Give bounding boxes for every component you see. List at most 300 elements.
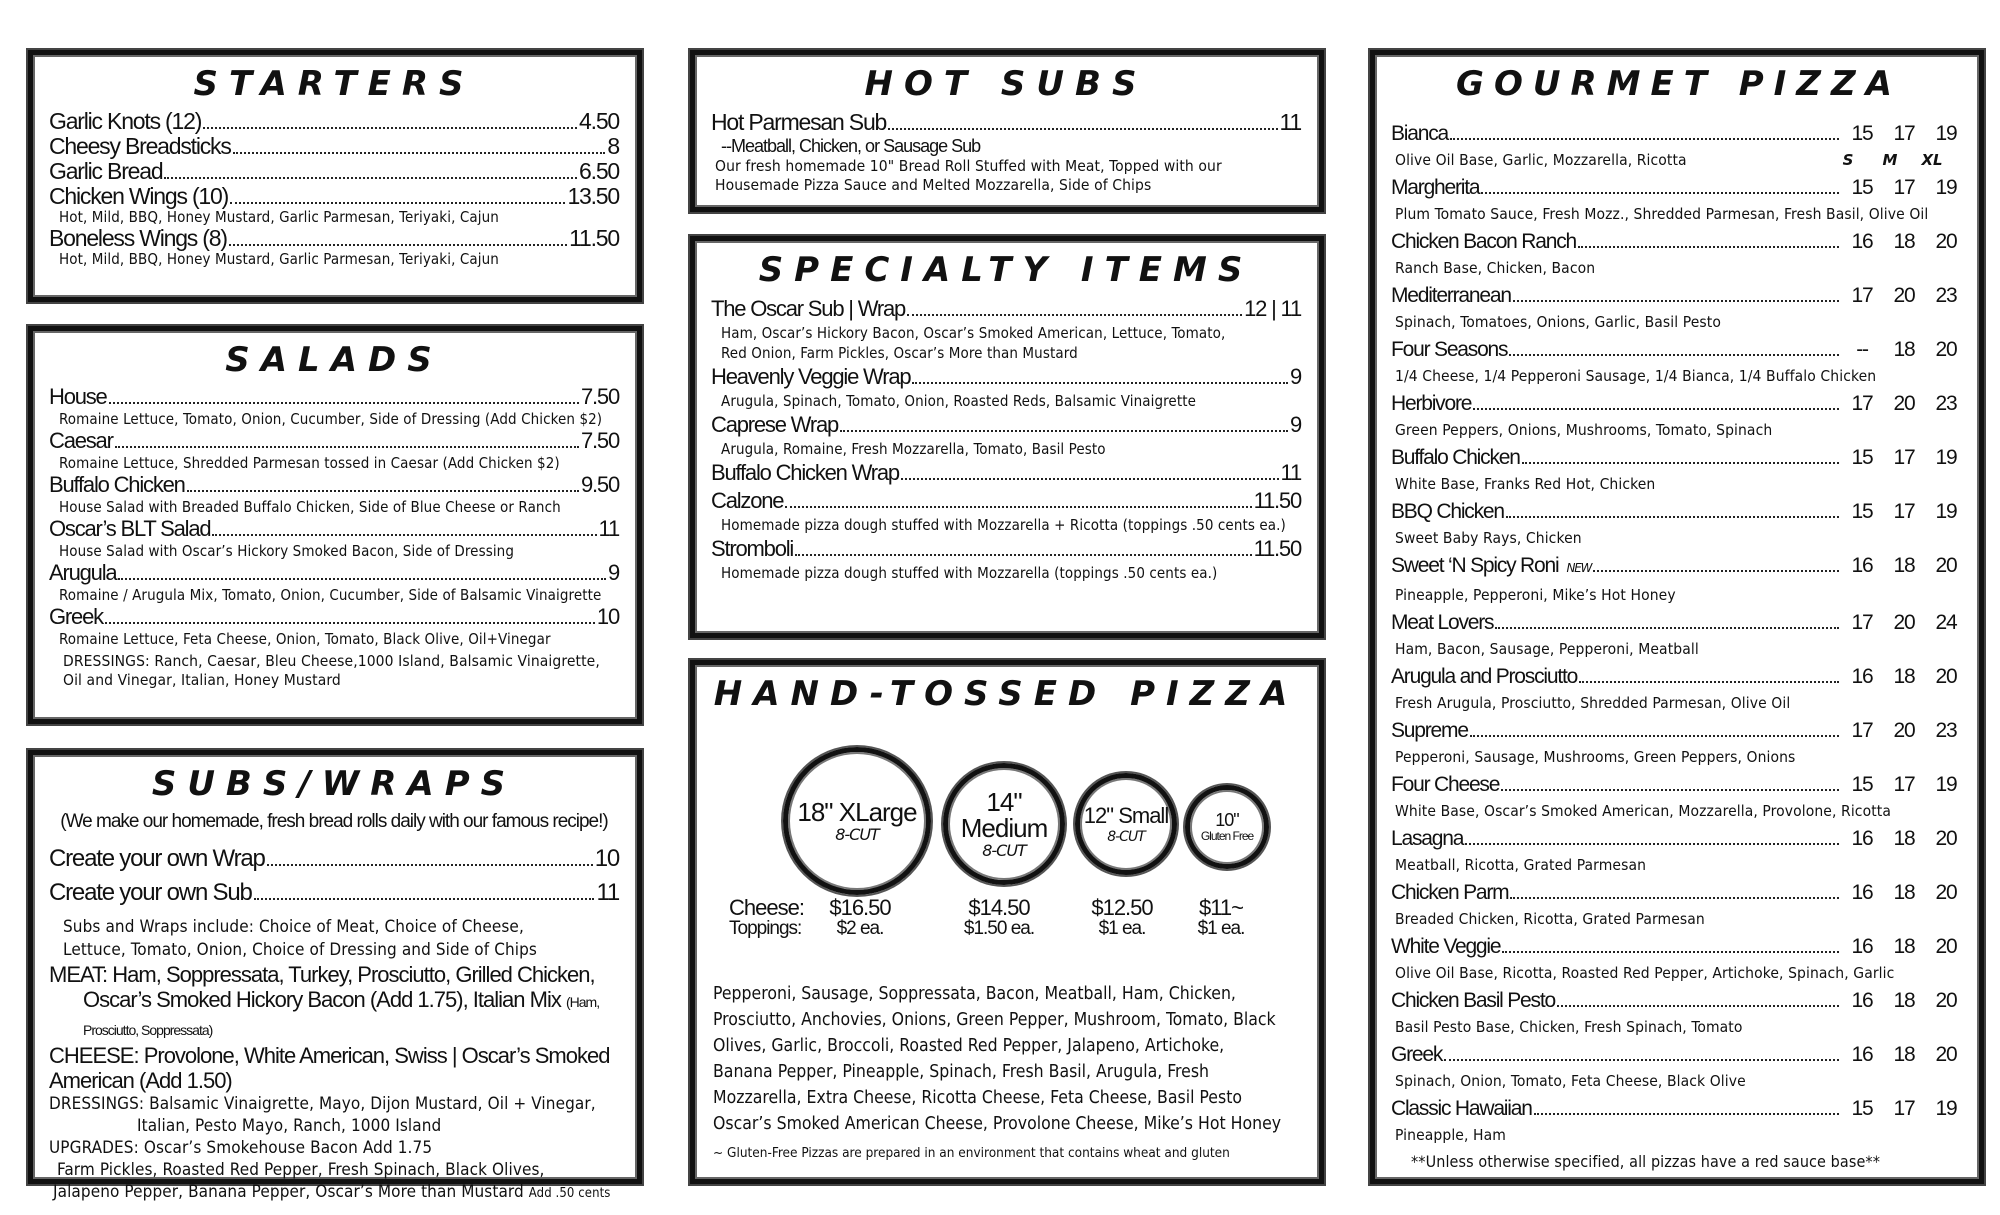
price-labels — [729, 897, 804, 939]
pizza-cut-label: 8-CUT — [1107, 829, 1145, 845]
toppings-price: $1 ea. — [1098, 918, 1146, 939]
price-gluten-free — [1189, 897, 1253, 939]
menu-item-name: Create your own Wrap — [49, 845, 265, 872]
price-s: 16 — [1851, 989, 1873, 1012]
menu-item-row — [49, 605, 619, 629]
gourmet-item-name: Classic Hawaiian — [1391, 1097, 1532, 1120]
menu-item-row — [49, 517, 619, 541]
menu-item-description: Romaine Lettuce, Feta Cheese, Onion, Tomato, Black Olive, Oil+Vinegar — [59, 630, 551, 648]
menu-item-description: Arugula, Romaine, Fresh Mozzarella, Tomato, Basil Pesto — [721, 440, 1106, 458]
dot-leader — [203, 127, 577, 129]
price-m: 18 — [1893, 935, 1915, 958]
salads-list — [49, 385, 619, 649]
menu-item-name: Garlic Bread — [49, 158, 163, 184]
gourmet-item-prices — [1841, 608, 1967, 637]
topping-line: Olives, Garlic, Broccoli, Roasted Red Pepper, Jalapeno, Artichoke, — [713, 1036, 1225, 1056]
price-m: 20 — [1893, 611, 1915, 634]
menu-item-description: Romaine / Arugula Mix, Tomato, Onion, Cucumber, Side of Balsamic Vinaigrette — [59, 586, 602, 604]
gourmet-item-row — [1391, 551, 1967, 583]
dot-leader — [1501, 789, 1839, 791]
pizza-size-xlarge — [783, 747, 931, 895]
menu-item-name: Cheesy Breadsticks — [49, 133, 231, 159]
menu-item-price: 8 — [607, 133, 619, 159]
dot-leader — [901, 478, 1279, 480]
menu-item-name: Buffalo Chicken Wrap — [711, 460, 899, 485]
menu-item-name: Garlic Knots (12) — [49, 108, 202, 134]
price-xl: 23 — [1935, 392, 1957, 415]
gourmet-item-name: Mediterranean — [1391, 284, 1511, 307]
gourmet-item-prices — [1841, 1040, 1967, 1069]
menu-item-row — [49, 159, 619, 184]
menu-item-row — [711, 535, 1301, 563]
gourmet-item-row — [1391, 608, 1967, 637]
gourmet-item-prices — [1841, 227, 1967, 256]
menu-item-price: 13.50 — [567, 183, 619, 209]
menu-item-price: 11.50 — [1253, 536, 1301, 561]
menu-item-row — [711, 487, 1301, 515]
pizza-size-label: 14" Medium — [960, 786, 1048, 843]
menu-item-description: House Salad with Oscar’s Hickory Smoked Bacon, Side of Dressing — [59, 542, 515, 560]
menu-item-description: Ham, Oscar’s Hickory Bacon, Oscar’s Smoked American, Lettuce, Tomato, — [721, 324, 1226, 342]
price-m: 17 — [1893, 773, 1915, 796]
gourmet-item-prices — [1841, 173, 1967, 202]
dot-leader — [1593, 570, 1839, 572]
price-m: 20 — [1893, 284, 1915, 307]
gourmet-item-description: Basil Pesto Base, Chicken, Fresh Spinach, Tomato — [1395, 1018, 1743, 1036]
gourmet-footnote: **Unless otherwise specified, all pizzas have a red sauce base** — [1411, 1152, 1880, 1171]
menu-item-price: 6.50 — [579, 158, 619, 184]
toppings-list — [713, 981, 1307, 1137]
dot-leader — [230, 202, 565, 204]
dot-leader — [1578, 246, 1839, 248]
price-xl: 23 — [1935, 719, 1957, 742]
price-xlarge — [825, 897, 895, 939]
cheese-price: $11~ — [1199, 895, 1243, 920]
gourmet-item-name: Arugula and Prosciutto — [1391, 665, 1578, 688]
menu-item-description: Homemade pizza dough stuffed with Mozzarella (toppings .50 cents ea.) — [721, 564, 1218, 582]
dot-leader — [1579, 681, 1839, 683]
price-m: 18 — [1893, 230, 1915, 253]
subs-include-line1: Subs and Wraps include: Choice of Meat, Choice of Cheese, — [63, 917, 524, 937]
price-xl: 20 — [1935, 1043, 1957, 1066]
menu-item-description: Arugula, Spinach, Tomato, Onion, Roasted Reds, Balsamic Vinaigrette — [721, 392, 1197, 410]
hot-subs-item-price: 11 — [1279, 109, 1301, 135]
gourmet-item-row — [1391, 119, 1967, 148]
pizza-cut-label: 8-CUT — [835, 824, 879, 844]
menu-item-description: House Salad with Breaded Buffalo Chicken, Side of Blue Cheese or Ranch — [59, 498, 561, 516]
dot-leader — [840, 430, 1288, 432]
gourmet-item-name: Meat Lovers — [1391, 611, 1494, 634]
price-m: 17 — [1893, 122, 1915, 145]
specialty-title: SPECIALTY ITEMS — [758, 250, 1254, 290]
menu-item-price: 11 — [1280, 460, 1301, 485]
menu-item-name: Buffalo Chicken — [49, 472, 185, 497]
gourmet-item-name: Herbivore — [1391, 392, 1472, 415]
hand-tossed-title: HAND-TOSSED PIZZA — [713, 674, 1299, 714]
price-s: 15 — [1851, 122, 1873, 145]
starters-title: STARTERS — [193, 64, 475, 104]
gourmet-item-name: Four Cheese — [1391, 773, 1500, 796]
gourmet-item-prices — [1841, 281, 1967, 310]
menu-item-row — [711, 459, 1301, 487]
pizza-size-label: 12" Small — [1083, 803, 1169, 828]
gourmet-item-row — [1391, 443, 1967, 472]
gourmet-item-name: Chicken Basil Pesto — [1391, 989, 1555, 1012]
gourmet-item-name: Chicken Parm — [1391, 881, 1509, 904]
topping-line: Pepperoni, Sausage, Soppressata, Bacon, Meatball, Ham, Chicken, — [713, 984, 1236, 1004]
topping-line: Oscar’s Smoked American Cheese, Provolone Cheese, Mike’s Hot Honey — [713, 1114, 1282, 1134]
dot-leader — [118, 578, 606, 580]
subs-upgrades-price-note: Add .50 cents — [528, 1186, 611, 1201]
price-xl: 20 — [1935, 989, 1957, 1012]
pizza-size-label: 18" XLarge — [797, 796, 917, 827]
gourmet-item-name: Buffalo Chicken — [1391, 446, 1520, 469]
gourmet-item-row — [1391, 932, 1967, 961]
price-m: 20 — [1893, 719, 1915, 742]
salads-dressings-line2: Oil and Vinegar, Italian, Honey Mustard — [63, 671, 341, 689]
gourmet-item-prices — [1841, 1094, 1967, 1123]
price-xl: 20 — [1935, 230, 1957, 253]
menu-item-description: Homemade pizza dough stuffed with Mozzarella + Ricotta (toppings .50 cents ea.) — [721, 516, 1286, 534]
price-s: 15 — [1851, 446, 1873, 469]
hot-subs-item-name: Hot Parmesan Sub — [711, 109, 887, 135]
gourmet-item-prices — [1841, 497, 1967, 526]
price-m: 18 — [1893, 665, 1915, 688]
menu-item-price: 11.50 — [569, 225, 619, 251]
price-s: -- — [1856, 338, 1868, 361]
gourmet-item-description: Fresh Arugula, Prosciutto, Shredded Parmesan, Olive Oil — [1395, 694, 1791, 712]
price-s: 15 — [1851, 500, 1873, 523]
subs-meat-line1: MEAT: Ham, Soppressata, Turkey, Prosciutto, Grilled Chicken, — [49, 962, 595, 987]
menu-item-row — [711, 295, 1301, 323]
size-header-xl: XL — [1921, 151, 1943, 169]
menu-item-price: 7.50 — [580, 384, 619, 409]
price-xl: 20 — [1935, 665, 1957, 688]
gourmet-item-name: Chicken Bacon Ranch — [1391, 230, 1576, 253]
menu-item-price: 11 — [596, 879, 619, 906]
salads-dressings-line1: DRESSINGS: Ranch, Caesar, Bleu Cheese,1000 Island, Balsamic Vinaigrette, — [63, 652, 600, 670]
gourmet-item-row — [1391, 986, 1967, 1015]
menu-item-description: Romaine Lettuce, Shredded Parmesan tossed in Caesar (Add Chicken $2) — [59, 454, 560, 472]
gourmet-item-name: Lasagna — [1391, 827, 1464, 850]
gourmet-item-row — [1391, 173, 1967, 202]
specialty-panel — [690, 236, 1324, 638]
gourmet-item-name: Supreme — [1391, 719, 1468, 742]
menu-item-description: Hot, Mild, BBQ, Honey Mustard, Garlic Parmesan, Teriyaki, Cajun — [59, 250, 499, 268]
price-m: 17 — [1893, 446, 1915, 469]
subs-list — [49, 842, 619, 910]
price-xl: 20 — [1935, 935, 1957, 958]
dot-leader — [212, 534, 596, 536]
menu-item-name: Caprese Wrap — [711, 412, 839, 437]
dot-leader — [1506, 516, 1839, 518]
size-header-s: S — [1842, 151, 1854, 169]
menu-item-name: Calzone — [711, 488, 784, 513]
menu-item-price: 10 — [594, 845, 619, 872]
price-s: 16 — [1851, 1043, 1873, 1066]
price-s: 16 — [1851, 881, 1873, 904]
dot-leader — [1444, 1059, 1839, 1061]
subs-dressings-line2: Italian, Pesto Mayo, Ranch, 1000 Island — [137, 1116, 442, 1136]
dot-leader — [164, 177, 577, 179]
menu-item-row — [49, 385, 619, 409]
hot-subs-panel — [690, 50, 1324, 212]
gourmet-item-row — [1391, 824, 1967, 853]
price-m: 18 — [1893, 827, 1915, 850]
gourmet-item-description: Breaded Chicken, Ricotta, Grated Parmesan — [1395, 910, 1705, 928]
gourmet-item-description: Pineapple, Ham — [1395, 1126, 1506, 1144]
gourmet-item-description: Spinach, Onion, Tomato, Feta Cheese, Black Olive — [1395, 1072, 1746, 1090]
hot-subs-variant: --Meatball, Chicken, or Sausage Sub — [721, 136, 981, 156]
price-s: 16 — [1851, 230, 1873, 253]
gourmet-item-name: Bianca — [1391, 122, 1449, 145]
dot-leader — [1502, 951, 1839, 953]
gourmet-item-description: Pineapple, Pepperoni, Mike’s Hot Honey — [1395, 586, 1676, 604]
menu-item-description: Red Onion, Farm Pickles, Oscar’s More than Mustard — [721, 344, 1078, 362]
menu-item-name: Chicken Wings (10) — [49, 183, 229, 209]
dot-leader — [233, 152, 606, 154]
price-xl: 23 — [1935, 284, 1957, 307]
gourmet-item-prices — [1841, 986, 1967, 1015]
price-medium — [959, 897, 1039, 939]
dot-leader — [1513, 300, 1839, 302]
cheese-price: $14.50 — [968, 895, 1030, 920]
price-xl: 19 — [1935, 176, 1957, 199]
toppings-label: Toppings: — [729, 918, 802, 939]
salads-panel — [28, 326, 642, 724]
menu-item-row — [49, 226, 619, 251]
menu-item-price: 9.50 — [580, 472, 619, 497]
gourmet-list — [1391, 119, 1967, 1148]
gourmet-item-name: White Veggie — [1391, 935, 1501, 958]
gourmet-item-description: 1/4 Cheese, 1/4 Pepperoni Sausage, 1/4 Bianca, 1/4 Buffalo Chicken — [1395, 367, 1877, 385]
price-xl: 19 — [1935, 500, 1957, 523]
gourmet-item-row — [1391, 662, 1967, 691]
toppings-price: $1 ea. — [1197, 918, 1245, 939]
dot-leader — [109, 402, 579, 404]
price-xl: 24 — [1935, 611, 1957, 634]
price-s: 16 — [1851, 665, 1873, 688]
dot-leader — [267, 864, 593, 866]
gourmet-item-prices — [1841, 443, 1967, 472]
gourmet-item-row — [1391, 227, 1967, 256]
price-xl: 20 — [1935, 554, 1957, 577]
gourmet-item-description: Sweet Baby Rays, Chicken — [1395, 529, 1582, 547]
menu-item-price: 7.50 — [580, 428, 619, 453]
dot-leader — [1509, 354, 1839, 356]
gourmet-item-prices — [1841, 335, 1967, 364]
price-s: 17 — [1851, 392, 1873, 415]
gourmet-item-description: Plum Tomato Sauce, Fresh Mozz., Shredded Parmesan, Fresh Basil, Olive Oil — [1395, 205, 1929, 223]
dot-leader — [1557, 1005, 1839, 1007]
gourmet-item-name: Greek — [1391, 1043, 1443, 1066]
price-xl: 19 — [1935, 773, 1957, 796]
hot-subs-desc-line2: Housemade Pizza Sauce and Melted Mozzarella, Side of Chips — [715, 176, 1152, 194]
subs-upgrades-line2: Farm Pickles, Roasted Red Pepper, Fresh Spinach, Black Olives, — [57, 1160, 545, 1180]
gourmet-item-row — [1391, 281, 1967, 310]
menu-item-name: Stromboli — [711, 536, 794, 561]
dot-leader — [907, 314, 1242, 316]
gourmet-item-row — [1391, 1094, 1967, 1123]
price-s: 15 — [1851, 773, 1873, 796]
price-s: 16 — [1851, 935, 1873, 958]
menu-item-price: 12 | 11 — [1244, 296, 1301, 321]
menu-item-name: Greek — [49, 604, 103, 629]
dot-leader — [912, 382, 1288, 384]
menu-item-row — [49, 876, 619, 910]
size-header-m: M — [1882, 151, 1898, 169]
starters-list — [49, 109, 619, 268]
price-xl: 20 — [1935, 827, 1957, 850]
dot-leader — [1522, 462, 1839, 464]
menu-item-description: Romaine Lettuce, Tomato, Onion, Cucumber, Side of Dressing (Add Chicken $2) — [59, 410, 603, 428]
subs-cheese-line: CHEESE: Provolone, White American, Swiss | Oscar’s Smoked American (Add 1.50) — [49, 1043, 610, 1093]
topping-line: Banana Pepper, Pineapple, Spinach, Fresh Basil, Arugula, Fresh — [713, 1062, 1209, 1082]
gourmet-item-name: Sweet ‘N Spicy Roni — [1391, 554, 1559, 577]
gourmet-item-name: Four Seasons — [1391, 338, 1508, 361]
gourmet-item-description: Meatball, Ricotta, Grated Parmesan — [1395, 856, 1647, 874]
gourmet-item-name: BBQ Chicken — [1391, 500, 1504, 523]
dot-leader — [1481, 192, 1839, 194]
gluten-free-note: ~ Gluten-Free Pizzas are prepared in an environment that contains wheat and gluten — [713, 1145, 1230, 1161]
subs-meat-line2-text: Oscar’s Smoked Hickory Bacon (Add 1.75), Italian Mix — [83, 987, 561, 1012]
menu-item-price: 9 — [1289, 412, 1301, 437]
gourmet-item-prices — [1841, 716, 1967, 745]
cheese-label: Cheese: — [729, 895, 804, 920]
menu-item-row — [711, 411, 1301, 439]
price-m: 18 — [1893, 989, 1915, 1012]
gourmet-item-description: White Base, Oscar’s Smoked American, Mozzarella, Provolone, Ricotta — [1395, 802, 1891, 820]
price-m: 20 — [1893, 392, 1915, 415]
price-m: 18 — [1893, 1043, 1915, 1066]
dot-leader — [1450, 138, 1839, 140]
gourmet-item-description: White Base, Franks Red Hot, Chicken — [1395, 475, 1656, 493]
price-xl: 20 — [1935, 338, 1957, 361]
gourmet-item-row — [1391, 878, 1967, 907]
cheese-price: $12.50 — [1091, 895, 1153, 920]
topping-line: Mozzarella, Extra Cheese, Ricotta Cheese, Feta Cheese, Basil Pesto — [713, 1088, 1242, 1108]
menu-item-row — [49, 561, 619, 585]
salads-title: SALADS — [225, 340, 443, 380]
dot-leader — [785, 506, 1251, 508]
dot-leader — [795, 554, 1251, 556]
gourmet-item-description: Olive Oil Base, Garlic, Mozzarella, Ricotta — [1395, 151, 1687, 169]
menu-item-row — [49, 184, 619, 209]
gourmet-item-name: Margherita — [1391, 176, 1480, 199]
subs-include-line2: Lettuce, Tomato, Onion, Choice of Dressing and Side of Chips — [63, 940, 538, 960]
subs-upgrades-line1: UPGRADES: Oscar’s Smokehouse Bacon Add 1.75 — [49, 1138, 433, 1158]
pizza-size-medium — [943, 763, 1065, 885]
menu-item-name: Arugula — [49, 560, 117, 585]
gourmet-item-prices — [1841, 389, 1967, 418]
price-s: 16 — [1851, 554, 1873, 577]
price-s: 17 — [1851, 611, 1873, 634]
subs-wraps-panel — [28, 750, 642, 1202]
hot-subs-desc-line1: Our fresh homemade 10" Bread Roll Stuffed with Meat, Topped with our — [715, 157, 1222, 175]
subs-dressings-line1: DRESSINGS: Balsamic Vinaigrette, Mayo, Dijon Mustard, Oil + Vinegar, — [49, 1094, 596, 1114]
pizza-size-gluten-free — [1185, 785, 1269, 869]
gourmet-item-prices — [1841, 878, 1967, 907]
menu-item-price: 9 — [607, 560, 619, 585]
pizza-size-label: 10" — [1215, 810, 1239, 830]
price-s: 15 — [1851, 176, 1873, 199]
dot-leader — [888, 128, 1277, 130]
starters-panel — [28, 50, 642, 302]
menu-item-row — [49, 109, 619, 134]
menu-item-name: Oscar’s BLT Salad — [49, 516, 211, 541]
price-m: 17 — [1893, 176, 1915, 199]
subs-meat-italian-mix-note: (Ham, Prosciutto, Soppressata) — [83, 994, 600, 1038]
dot-leader — [187, 490, 579, 492]
gourmet-item-prices — [1841, 932, 1967, 961]
gourmet-item-prices — [1841, 662, 1967, 691]
price-m: 17 — [1893, 1097, 1915, 1120]
gourmet-item-description: Green Peppers, Onions, Mushrooms, Tomato, Spinach — [1395, 421, 1773, 439]
pizza-size-small — [1075, 773, 1177, 875]
gourmet-item-row — [1391, 335, 1967, 364]
menu-item-price: 10 — [596, 604, 619, 629]
price-m: 18 — [1893, 554, 1915, 577]
subs-upgrades-line3-text: Jalapeno Pepper, Banana Pepper, Oscar’s More than Mustard — [53, 1182, 524, 1202]
dot-leader — [1473, 408, 1839, 410]
toppings-price: $2 ea. — [836, 918, 884, 939]
specialty-list — [711, 295, 1301, 583]
menu-item-price: 11.50 — [1253, 488, 1301, 513]
dot-leader — [1465, 843, 1839, 845]
topping-line: Prosciutto, Anchovies, Onions, Green Pepper, Mushroom, Tomato, Black — [713, 1010, 1276, 1030]
hand-tossed-panel — [690, 660, 1324, 1184]
menu-item-row — [711, 363, 1301, 391]
dot-leader — [229, 244, 567, 246]
price-s: 15 — [1851, 1097, 1873, 1120]
menu-item-row — [49, 842, 619, 876]
gourmet-item-row — [1391, 497, 1967, 526]
gourmet-panel — [1370, 50, 1984, 1184]
price-s: 16 — [1851, 827, 1873, 850]
menu-item-price: 4.50 — [579, 108, 619, 134]
dot-leader — [1470, 735, 1839, 737]
gourmet-item-prices — [1841, 770, 1967, 799]
price-xl: 19 — [1935, 446, 1957, 469]
gourmet-size-headers — [1827, 151, 1953, 169]
gourmet-item-row — [1391, 389, 1967, 418]
gourmet-item-description: Spinach, Tomatoes, Onions, Garlic, Basil Pesto — [1395, 313, 1721, 331]
menu-item-name: The Oscar Sub | Wrap — [711, 296, 906, 321]
gourmet-item-description: Olive Oil Base, Ricotta, Roasted Red Pepper, Artichoke, Spinach, Garlic — [1395, 964, 1895, 982]
gourmet-item-prices — [1841, 119, 1967, 148]
dot-leader — [115, 446, 579, 448]
menu-item-row — [49, 429, 619, 453]
new-badge: NEW — [1566, 561, 1592, 575]
price-xl: 19 — [1935, 122, 1957, 145]
toppings-price: $1.50 ea. — [963, 918, 1035, 939]
price-s: 17 — [1851, 719, 1873, 742]
menu-item-row — [49, 134, 619, 159]
price-m: 18 — [1893, 881, 1915, 904]
gourmet-item-row — [1391, 1040, 1967, 1069]
subs-upgrades-line3 — [49, 1181, 619, 1205]
hot-subs-item — [711, 109, 1301, 135]
price-xl: 20 — [1935, 881, 1957, 904]
gourmet-item-prices — [1841, 824, 1967, 853]
gourmet-item-description: Ranch Base, Chicken, Bacon — [1395, 259, 1596, 277]
price-m: 18 — [1893, 338, 1915, 361]
hot-subs-title: HOT SUBS — [864, 64, 1148, 104]
subs-wraps-subtitle: (We make our homemade, fresh bread rolls daily with our famous recipe!) — [60, 811, 608, 832]
menu-item-name: Boneless Wings (8) — [49, 225, 227, 251]
price-s: 17 — [1851, 284, 1873, 307]
menu-item-price: 11 — [598, 516, 619, 541]
